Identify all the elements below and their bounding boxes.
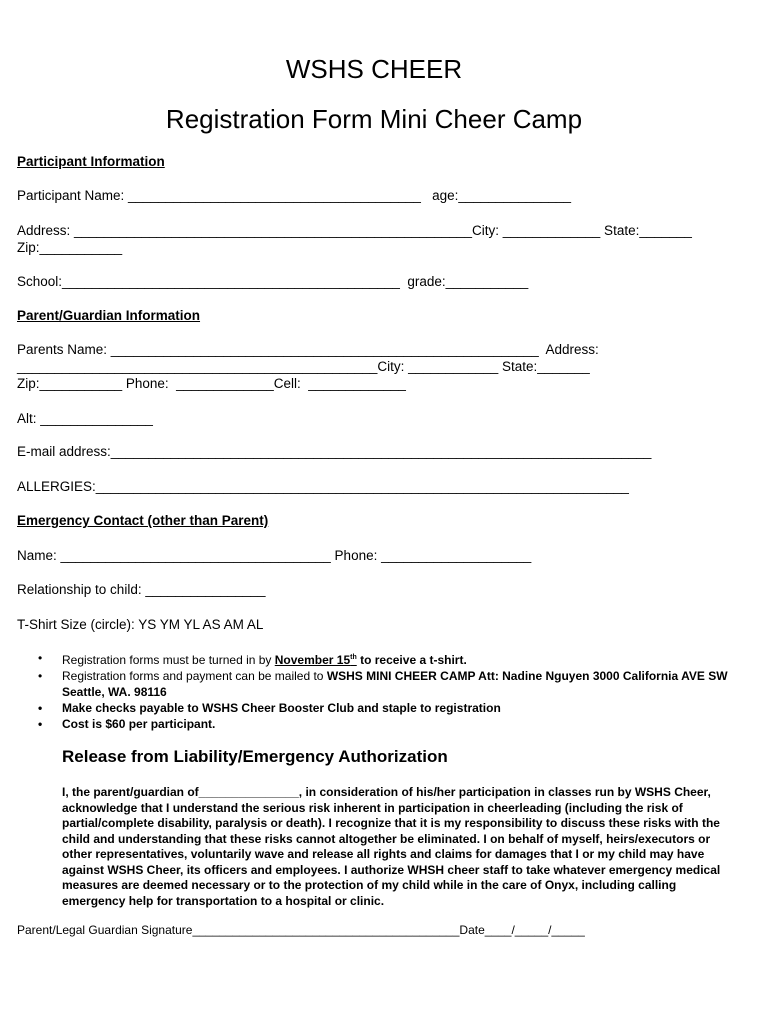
signature-date-field[interactable]: Parent/Legal Guardian Signature________________________________________Date____/_____/_____ xyxy=(17,923,585,937)
participant-name-age-field[interactable]: Participant Name: _______________________________________ age:_______________ xyxy=(17,188,572,203)
participant-section-heading: Participant Information xyxy=(17,154,165,169)
parent-address-field[interactable]: ________________________________________________City: ____________ State:_______ xyxy=(17,359,590,374)
form-title: WSHS CHEER xyxy=(285,54,463,84)
deadline-suffix: to receive a t-shirt. xyxy=(356,653,467,667)
parent-section-heading: Parent/Guardian Information xyxy=(17,308,201,323)
instructions-list xyxy=(38,650,738,732)
participant-address-field[interactable]: Address: _____________________________________________________City: _____________ State:_______ xyxy=(17,223,692,238)
release-body: I, the parent/guardian of_______________, in consideration of his/her participation in classes run by WSHS Cheer, acknowledge that I understand the serious risk inherent in participation in cheerleading (including the risk of partial/complete disability, paralysis or death). I recognize that it is my responsibility to discuss these risks with the child and understanding that these risks cannot altogether be eliminated. I on behalf of myself, heirs/executors or other representatives, voluntarily wave and release all rights and claims for damages that I or my child may have against WSHS Cheer, its officers and employees. I authorize WHSH cheer staff to take whatever emergency medical measures are deemed necessary or to the protection of my child while in the care of Onyx, including calling emergency help for transportation to a hospital or clinic. xyxy=(62,785,721,908)
relationship-field[interactable]: Relationship to child: ________________ xyxy=(17,582,266,597)
release-title: Release from Liability/Emergency Authorization xyxy=(62,747,448,766)
emergency-section-heading: Emergency Contact (other than Parent) xyxy=(17,513,269,528)
emergency-name-phone-field[interactable]: Name: ____________________________________ Phone: ____________________ xyxy=(17,548,532,563)
mailing-address: WSHS MINI CHEER CAMP Att: Nadine Nguyen 3000 California AVE SW Seattle, WA. 98116 xyxy=(62,669,728,699)
check-payable-text: Make checks payable to WSHS Cheer Booster Club and staple to registration xyxy=(62,701,501,715)
parent-zip-phone-cell-field[interactable]: Zip:___________ Phone: _____________Cell: _____________ xyxy=(17,376,406,391)
parent-alt-phone-field[interactable]: Alt: _______________ xyxy=(17,411,153,426)
deadline-text: Registration forms must be turned in by xyxy=(62,653,275,667)
form-subtitle: Registration Form Mini Cheer Camp xyxy=(165,104,583,134)
cost-text: Cost is $60 per participant. xyxy=(62,717,216,731)
list-item xyxy=(38,668,738,700)
deadline-date: November 15th xyxy=(274,653,357,667)
participant-zip-field[interactable]: Zip:___________ xyxy=(17,240,123,255)
parents-name-field[interactable]: Parents Name: _________________________________________________________ Address: xyxy=(17,342,599,357)
tshirt-size-field[interactable]: T-Shirt Size (circle): YS YM YL AS AM AL xyxy=(17,617,264,632)
list-item xyxy=(38,716,738,732)
participant-school-grade-field[interactable]: School:_____________________________________________ grade:___________ xyxy=(17,274,529,289)
mailing-text: Registration forms and payment can be mailed to xyxy=(62,669,327,683)
parent-email-field[interactable]: E-mail address:________________________________________________________________________ xyxy=(17,444,652,459)
allergies-field[interactable]: ALLERGIES:_______________________________________________________________________ xyxy=(17,479,629,494)
list-item xyxy=(38,700,738,716)
list-item xyxy=(38,650,738,668)
